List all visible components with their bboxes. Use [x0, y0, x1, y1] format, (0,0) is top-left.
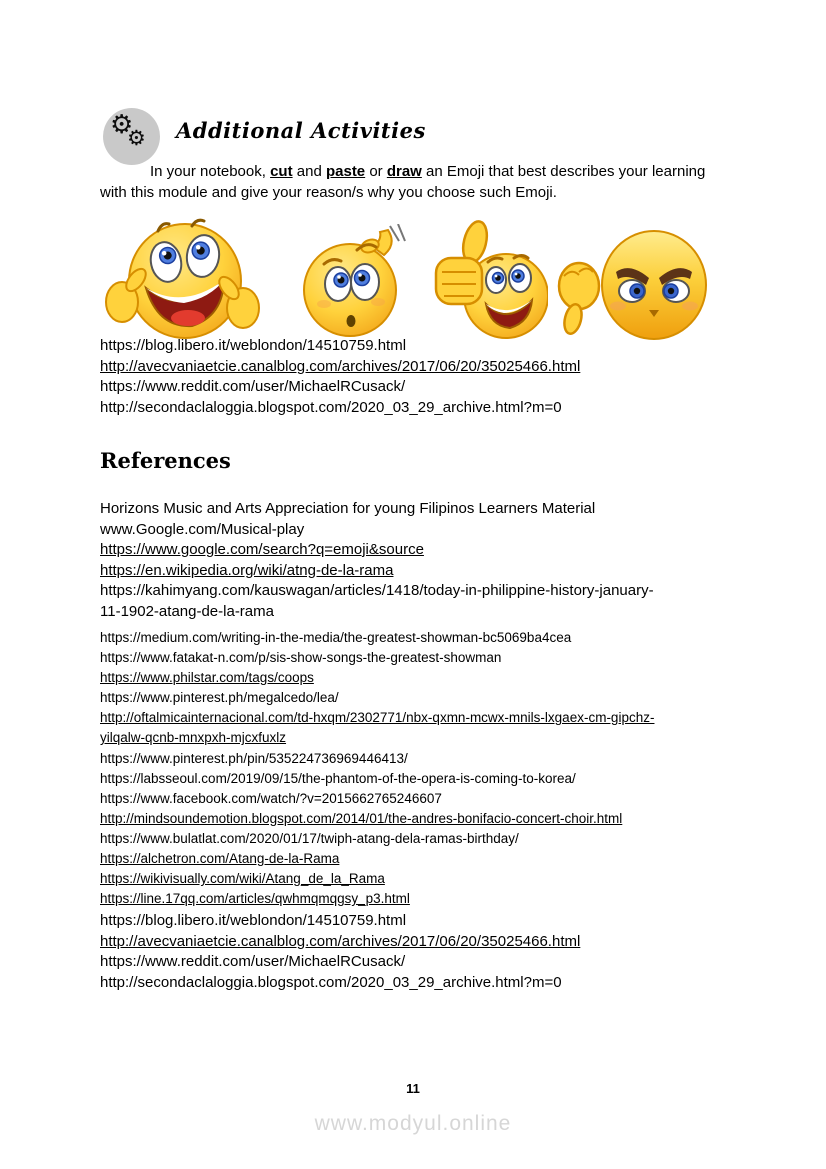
thinking-scratching-head-emoji [296, 224, 408, 347]
intro-text-segment: or [365, 163, 387, 180]
url-link[interactable]: www.Google.com/Musical-play [100, 520, 305, 538]
reference-group [100, 628, 740, 909]
intro-text-segment: an Emoji that best describes your learning with this module and give your reason/s why you choose such Emoji. [100, 163, 706, 201]
url-link[interactable]: https://blog.libero.it/weblondon/14510759.html [100, 337, 407, 354]
section-title: Additional Activities [176, 118, 426, 143]
intro-text-segment: paste [325, 163, 366, 180]
page-number: 11 [406, 1081, 420, 1096]
url-link[interactable]: https://en.wikipedia.org/wiki/atng-de-la-rama [100, 561, 394, 579]
url-link[interactable]: https://line.17qq.com/articles/qwhmqmqgsy_p3.html [100, 891, 410, 907]
angry-thumbs-down-emoji [552, 228, 710, 345]
url-link[interactable]: https://wikivisually.com/wiki/Atang_de_la_Rama [100, 871, 385, 887]
url-link[interactable]: https://alchetron.com/Atang-de-la-Rama [100, 851, 340, 867]
reference-group [100, 911, 740, 993]
references-list [100, 499, 740, 993]
url-link[interactable]: http://avecvaniaetcie.canalblog.com/archives/2017/06/20/35025466.html [100, 932, 581, 950]
url-link[interactable]: http://mindsoundemotion.blogspot.com/2014/01/the-andres-bonifacio-concert-choir.html [100, 810, 623, 826]
url-link[interactable]: http://oftalmicainternacional.com/td-hxqm/2302771/nbx-qxmn-mcwx-mnils-lxgaex-cm-gipchz- [100, 710, 655, 726]
reference-group [100, 499, 740, 622]
emoji-source-links [100, 336, 740, 418]
intro-text-segment: and [292, 163, 326, 180]
gear-icon: ⚙ [127, 126, 146, 150]
url-link[interactable]: https://www.reddit.com/user/MichaelRCusack/ [100, 953, 406, 971]
gear-icon: ⚙ [110, 110, 134, 140]
url-link[interactable]: https://www.philstar.com/tags/coops [100, 670, 314, 686]
url-link[interactable]: https://blog.libero.it/weblondon/14510759.html [100, 912, 407, 930]
watermark: www.modyul.online [314, 1112, 512, 1135]
url-link[interactable]: http://secondaclaloggia.blogspot.com/2020_03_29_archive.html?m=0 [100, 398, 562, 416]
excited-two-thumbs-emoji [100, 218, 265, 345]
url-link[interactable]: https://labsseoul.com/2019/09/15/the-phantom-of-the-opera-is-coming-to-korea/ [100, 770, 576, 786]
url-link[interactable]: http://secondaclaloggia.blogspot.com/2020_03_29_archive.html?m=0 [100, 973, 562, 991]
emoji-row [100, 218, 715, 344]
url-link[interactable]: https://www.facebook.com/watch/?v=2015662765246607 [100, 790, 442, 806]
url-link[interactable]: yilqalw-qcnb-mnxpxh-mjcxfuxlz [100, 730, 287, 746]
intro-text-segment: cut [270, 163, 293, 180]
intro-text-segment: In your notebook, [150, 163, 271, 180]
url-link[interactable]: https://kahimyang.com/kauswagan/articles/1418/today-in-philippine-history-january- [100, 582, 654, 599]
url-link[interactable]: https://medium.com/writing-in-the-media/the-greatest-showman-bc5069ba4cea [100, 630, 572, 645]
url-link[interactable]: https://www.google.com/search?q=emoji&source [100, 541, 424, 558]
intro-paragraph [100, 161, 730, 203]
references-heading: References [100, 448, 231, 473]
url-link[interactable]: https://www.fatakat-n.com/p/sis-show-songs-the-greatest-showman [100, 650, 502, 666]
url-link[interactable]: Horizons Music and Arts Appreciation for young Filipinos Learners Material [100, 500, 596, 517]
url-link[interactable]: 11-1902-atang-de-la-rama [100, 602, 274, 620]
thumbs-up-emoji [430, 220, 548, 347]
url-link[interactable]: http://avecvaniaetcie.canalblog.com/archives/2017/06/20/35025466.html [100, 357, 581, 375]
url-link[interactable]: https://www.reddit.com/user/MichaelRCusack/ [100, 378, 406, 395]
activities-gears-icon [103, 108, 160, 165]
url-link[interactable]: https://www.pinterest.ph/megalcedo/lea/ [100, 690, 339, 706]
intro-text-segment: draw [386, 163, 422, 180]
url-link[interactable]: https://www.pinterest.ph/pin/535224736969446413/ [100, 750, 408, 766]
url-link[interactable]: https://www.bulatlat.com/2020/01/17/twiph-atang-dela-ramas-birthday/ [100, 830, 519, 846]
